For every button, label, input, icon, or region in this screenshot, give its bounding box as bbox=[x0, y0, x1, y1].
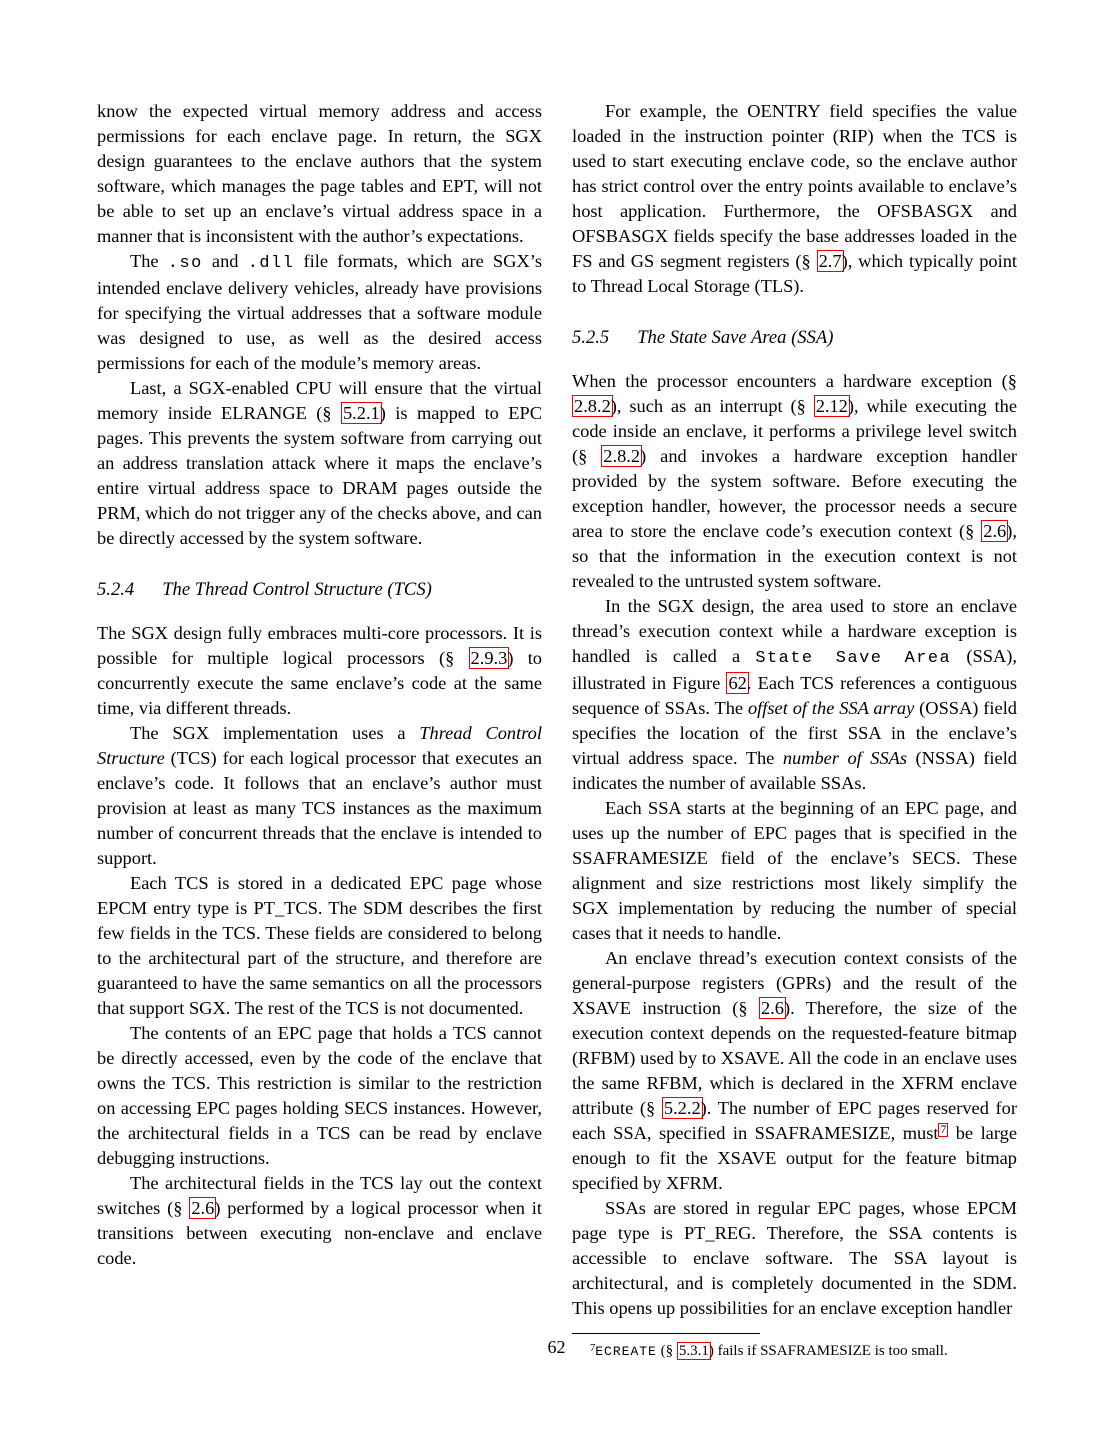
paragraph bbox=[97, 249, 542, 376]
text-run: ), which typically point to Thread Local Storage (TLS). bbox=[572, 251, 1017, 296]
section-ref-link[interactable]: 2.6 bbox=[983, 521, 1007, 541]
text-run: The SGX implementation uses a bbox=[130, 723, 420, 743]
emphasized-term: number of SSAs bbox=[782, 748, 908, 768]
section-ref-link[interactable]: 5.2.1 bbox=[342, 403, 380, 423]
section-heading bbox=[97, 577, 542, 602]
text-run: and bbox=[202, 251, 248, 271]
text-run: Each SSA starts at the beginning of an EPC page, and uses up the number of EPC pages that is specified in the SSAFRAMESIZE field of the enclave’s SECS. These alignment and size restrictions most likely simplify the SGX implementation by reducing the number of special cases that it needs to handle. bbox=[572, 798, 1017, 943]
paragraph bbox=[572, 796, 1017, 946]
text-run: For example, the OENTRY field specifies the value loaded in the instruction pointer (RIP) when the TCS is used to start executing enclave code, so the enclave author has strict control over the entry points available to enclave’s host application. Furthermore, the OFSBASGX and OFSBASGX fields specify the base addresses loaded in the FS and GS segment registers (§ bbox=[572, 101, 1017, 271]
paragraph bbox=[97, 871, 542, 1021]
paragraph bbox=[97, 621, 542, 721]
paragraph bbox=[97, 721, 542, 871]
text-run: The contents of an EPC page that holds a TCS cannot be directly accessed, even by the code of the enclave that owns the TCS. This restriction is similar to the restriction on accessing EPC pages holding SECS instances. However, the architectural fields in a TCS can be read by enclave debugging instructions. bbox=[97, 1023, 542, 1168]
text-run: ) fails if SSAFRAMESIZE is too small. bbox=[708, 1343, 948, 1359]
section-ref-link[interactable]: 2.6 bbox=[760, 998, 784, 1018]
paragraph bbox=[97, 376, 542, 551]
text-run: (TCS) for each logical processor that executes an enclave’s code. It follows that an enclave’s author must provision at least as many TCS instances as the maximum number of concurrent threads that the enclave is intended to support. bbox=[97, 748, 542, 868]
text-run: (NSSA) field indicates the number of available SSAs. bbox=[572, 748, 1018, 793]
paragraph bbox=[572, 946, 1017, 1196]
text-run: SSAs are stored in regular EPC pages, whose EPCM page type is PT_REG. Therefore, the SSA contents is accessible to enclave software. The SSA layout is architectural, and is completely documented in the SDM. This opens up possibilities for an enclave exception handler bbox=[572, 1198, 1017, 1318]
text-run: Last, a SGX-enabled CPU will ensure that the virtual memory inside ELRANGE (§ bbox=[97, 378, 542, 423]
section-ref-link[interactable]: 2.9.3 bbox=[470, 648, 508, 668]
section-heading bbox=[572, 325, 1017, 350]
text-run: (OSSA) field specifies the location of the first SSA in the enclave’s virtual address space. The bbox=[572, 698, 1018, 768]
emphasized-term: offset of the SSA array bbox=[747, 698, 915, 718]
emphasized-term: Thread Control Structure bbox=[97, 723, 542, 768]
paragraph bbox=[572, 594, 1017, 796]
text-run: . Each TCS references a contiguous sequence of SSAs. The bbox=[572, 673, 1017, 718]
footnote-rule bbox=[572, 1333, 760, 1334]
text-run: ). Therefore, the size of the execution context depends on the requested-feature bitmap (RFBM) used by to XSAVE. All the code in an enclave uses the same RFBM, which is declared in the XFRM enclave attribute (§ bbox=[572, 998, 1017, 1118]
section-ref-link[interactable]: 2.6 bbox=[191, 1198, 215, 1218]
section-number: 5.2.4 bbox=[97, 579, 135, 600]
section-ref-link[interactable]: 2.7 bbox=[818, 251, 842, 271]
text-run: ) and invokes a hardware exception handler provided by the system software. Before executing the exception handler, however, the processor needs a secure area to store the enclave code’s execution context (§ bbox=[572, 446, 1017, 541]
left-column bbox=[97, 99, 542, 1362]
section-title: The State Save Area (SSA) bbox=[637, 327, 834, 348]
text-run: The architectural fields in the TCS lay out the context switches (§ bbox=[97, 1173, 542, 1218]
footnote-ref-link[interactable]: 7 bbox=[940, 1124, 947, 1136]
page-body bbox=[97, 99, 1017, 1362]
text-run: ), such as an interrupt (§ bbox=[610, 396, 814, 416]
section-ref-link[interactable]: 5.3.1 bbox=[678, 1343, 709, 1359]
paragraph bbox=[97, 1021, 542, 1171]
section-ref-link[interactable]: 2.8.2 bbox=[603, 446, 641, 466]
text-run: In the SGX design, the area used to store an enclave thread’s execution context while a hardware exception is handled is called a bbox=[572, 596, 1017, 666]
text-run: ), so that the information in the execution context is not revealed to the untrusted system software. bbox=[572, 521, 1017, 591]
text-run: be large enough to fit the XSAVE output for the feature bitmap specified by XFRM. bbox=[572, 1123, 1017, 1193]
text-run: ) to concurrently execute the same enclave’s code at the same time, via different threads. bbox=[97, 648, 542, 718]
text-run: (SSA), illustrated in Figure bbox=[572, 646, 1017, 693]
text-run: ) is mapped to EPC pages. This prevents the system software from carrying out an address translation attack where it maps the enclave’s entire virtual address space to DRAM pages outside the PRM, which do not trigger any of the checks above, and can be directly accessed by the system software. bbox=[97, 403, 542, 548]
text-run: The SGX design fully embraces multi-core processors. It is possible for multiple logical processors (§ bbox=[97, 623, 542, 668]
inline-code: ECREATE bbox=[595, 1344, 657, 1359]
text-run: ). The number of EPC pages reserved for each SSA, specified in SSAFRAMESIZE, must bbox=[572, 1098, 1017, 1143]
text-run: Each TCS is stored in a dedicated EPC page whose EPCM entry type is PT_TCS. The SDM describes the first few fields in the TCS. These fields are considered to belong to the architectural part of the structure, and therefore are guaranteed to have the same semantics on all the processors that support SGX. The rest of the TCS is not documented. bbox=[97, 873, 542, 1018]
section-ref-link[interactable]: 2.12 bbox=[815, 396, 848, 416]
inline-code: .so bbox=[167, 254, 203, 273]
footnote-marker: 7 bbox=[590, 1343, 596, 1354]
section-ref-link[interactable]: 5.2.2 bbox=[663, 1098, 701, 1118]
paragraph bbox=[572, 99, 1017, 299]
page-number: 62 bbox=[547, 1337, 566, 1357]
paragraph bbox=[572, 369, 1017, 594]
inline-code: State Save Area bbox=[755, 649, 952, 668]
text-run: (§ bbox=[656, 1343, 677, 1359]
section-number: 5.2.5 bbox=[572, 327, 610, 348]
text-run: An enclave thread’s execution context consists of the general-purpose registers (GPRs) and the result of the XSAVE instruction (§ bbox=[572, 948, 1017, 1018]
section-title: The Thread Control Structure (TCS) bbox=[162, 579, 432, 600]
section-ref-link[interactable]: 2.8.2 bbox=[574, 396, 611, 416]
paragraph bbox=[97, 99, 542, 249]
paragraph bbox=[97, 1171, 542, 1271]
inline-code: .dll bbox=[247, 254, 295, 273]
text-run: The bbox=[130, 251, 168, 271]
text-run: file formats, which are SGX’s intended enclave delivery vehicles, already have provisions for specifying the virtual addresses that a software module was designed to use, as well as the desired access permissions for each of the module’s memory areas. bbox=[97, 251, 542, 373]
figure-ref-link[interactable]: 62 bbox=[728, 673, 747, 693]
text-run: know the expected virtual memory address and access permissions for each enclave page. In return, the SGX design guarantees to the enclave authors that the system software, which manages the page tables and EPT, will not be able to set up an enclave’s virtual address space in a manner that is inconsistent with the author’s expectations. bbox=[97, 101, 542, 246]
right-column bbox=[572, 99, 1017, 1362]
text-run: ) performed by a logical processor when it transitions between executing non-enclave and enclave code. bbox=[97, 1198, 542, 1268]
paragraph bbox=[572, 1196, 1017, 1321]
text-run: ), while executing the code inside an enclave, it performs a privilege level switch (§ bbox=[572, 396, 1017, 466]
text-run: When the processor encounters a hardware exception (§ bbox=[572, 371, 1017, 391]
